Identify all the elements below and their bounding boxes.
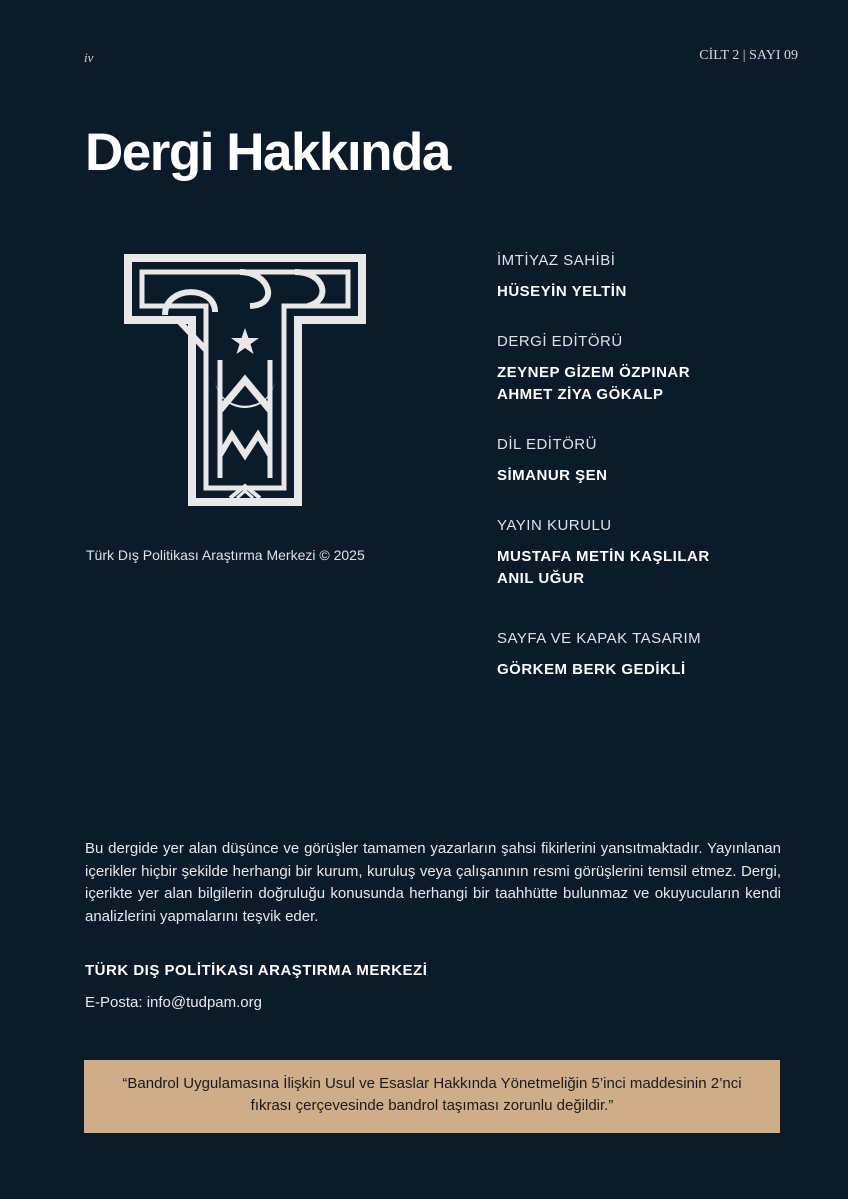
staff-role-design [497, 630, 817, 681]
role-name: HÜSEYİN YELTİN [497, 283, 627, 300]
role-name: AHMET ZİYA GÖKALP [497, 386, 664, 403]
staff-role-owner [497, 252, 817, 303]
page-title: Dergi Hakkında [85, 123, 450, 182]
role-label: DERGİ EDİTÖRÜ [497, 333, 623, 350]
tudpam-logo-icon [120, 250, 370, 510]
role-label: İMTİYAZ SAHİBİ [497, 252, 616, 269]
staff-role-editor [497, 333, 817, 406]
role-name: ANIL UĞUR [497, 570, 585, 587]
staff-list [497, 252, 817, 711]
email-contact: E-Posta: info@tudpam.org [85, 994, 262, 1011]
role-name: ZEYNEP GİZEM ÖZPINAR [497, 364, 691, 381]
staff-role-board [497, 517, 817, 590]
role-name: SİMANUR ŞEN [497, 467, 608, 484]
bandrol-notice: “Bandrol Uygulamasına İlişkin Usul ve Esaslar Hakkında Yönetmeliğin 5’inci maddesinin 2’nci fıkrası çerçevesinde bandrol taşıması zorunlu değildir.” [84, 1060, 780, 1133]
issue-label: CİLT 2 | SAYI 09 [699, 48, 798, 63]
role-label: SAYFA VE KAPAK TASARIM [497, 630, 702, 647]
role-label: DİL EDİTÖRÜ [497, 436, 597, 453]
role-name: GÖRKEM BERK GEDİKLİ [497, 661, 686, 678]
organization-name: TÜRK DIŞ POLİTİKASI ARAŞTIRMA MERKEZİ [85, 962, 428, 979]
role-label: YAYIN KURULU [497, 517, 612, 534]
staff-role-language-editor [497, 436, 817, 487]
disclaimer-paragraph: Bu dergide yer alan düşünce ve görüşler tamamen yazarların şahsi fikirlerini yansıtmaktadır. Yayınlanan içerikler hiçbir şekilde herhangi bir kurum, kuruluş veya çalışanının resmi görüşlerini temsil etmez. Dergi, içerikte yer alan bilgilerin doğruluğu konusunda herhangi bir taahhütte bulunmaz ve okuyucuların kendi analizlerini yapmalarını teşvik eder. [85, 840, 781, 925]
page-number: iv [84, 50, 94, 65]
role-name: MUSTAFA METİN KAŞLILAR [497, 548, 710, 565]
copyright-text: Türk Dış Politikası Araştırma Merkezi © 2025 [86, 547, 365, 563]
